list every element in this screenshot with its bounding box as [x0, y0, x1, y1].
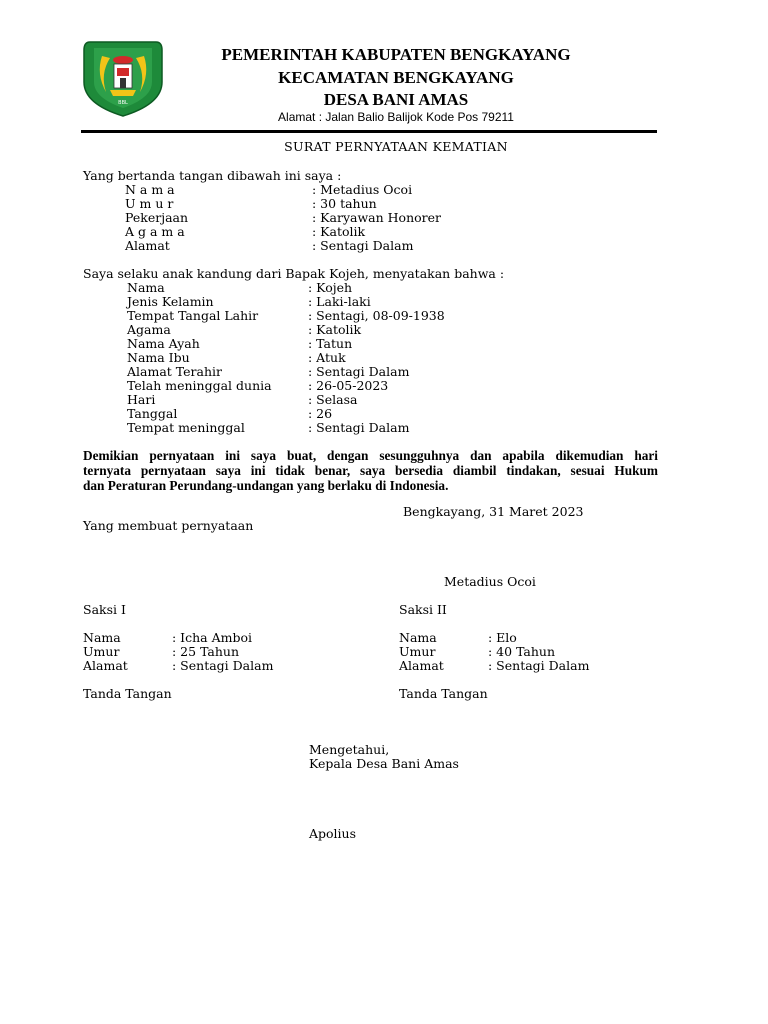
declarant-value-umur: : 30 tahun	[312, 196, 377, 211]
witness2-heading: Saksi II	[399, 602, 447, 617]
deceased-label-tempat: Tempat meninggal	[127, 420, 245, 435]
deceased-value-agama: : Katolik	[308, 322, 362, 337]
deceased-value-hari: : Selasa	[308, 392, 358, 407]
village-head-name: Apolius	[309, 826, 357, 841]
deceased-label-ttl: Tempat Tangal Lahir	[127, 308, 259, 323]
witness1-signature-label: Tanda Tangan	[83, 686, 172, 701]
acknowledge-line-1: Mengetahui,	[309, 742, 390, 757]
maker-name: Metadius Ocoi	[444, 574, 536, 589]
statement-text: Saya selaku anak kandung dari Bapak Kojeh, menyatakan bahwa :	[83, 266, 505, 281]
witness1-label-nama: Nama	[83, 630, 121, 645]
witness2-value-alamat: : Sentagi Dalam	[488, 658, 590, 673]
closing-line-3: dan Peraturan Perundang-undangan yang berlaku di Indonesia.	[83, 478, 449, 493]
closing-line-1: Demikian pernyataan ini saya buat, dengan sesungguhnya dan apabila dikemudian hari	[83, 448, 658, 463]
deceased-label-nama-ibu: Nama Ibu	[127, 350, 190, 365]
deceased-label-nama: Nama	[127, 280, 165, 295]
deceased-value-nama-ibu: : Atuk	[308, 350, 346, 365]
deceased-label-jenis-kelamin: Jenis Kelamin	[127, 294, 214, 309]
deceased-value-nama: : Kojeh	[308, 280, 353, 295]
witness1-value-alamat: : Sentagi Dalam	[172, 658, 274, 673]
witness1-value-nama: : Icha Amboi	[172, 630, 253, 645]
document-title: SURAT PERNYATAAN KEMATIAN	[284, 139, 508, 154]
intro-text: Yang bertanda tangan dibawah ini saya :	[83, 168, 342, 183]
deceased-label-meninggal: Telah meninggal dunia	[127, 378, 272, 393]
declarant-label-pekerjaan: Pekerjaan	[125, 210, 189, 225]
declarant-label-umur: U m u r	[125, 196, 174, 211]
declarant-label-nama: N a m a	[125, 182, 175, 197]
maker-label: Yang membuat pernyataan	[83, 518, 254, 533]
deceased-label-tanggal: Tanggal	[127, 406, 178, 421]
deceased-value-ttl: : Sentagi, 08-09-1938	[308, 308, 445, 323]
deceased-label-hari: Hari	[127, 392, 156, 407]
letterhead-divider	[81, 130, 657, 133]
svg-text:BBL: BBL	[118, 100, 128, 106]
witness2-label-nama: Nama	[399, 630, 437, 645]
deceased-value-tempat: : Sentagi Dalam	[308, 420, 410, 435]
letterhead-address: Alamat : Jalan Balio Balijok Kode Pos 79211	[278, 110, 514, 124]
declarant-value-agama: : Katolik	[312, 224, 366, 239]
deceased-value-alamat: : Sentagi Dalam	[308, 364, 410, 379]
deceased-value-jenis-kelamin: : Laki-laki	[308, 294, 371, 309]
declarant-value-pekerjaan: : Karyawan Honorer	[312, 210, 441, 225]
place-date: Bengkayang, 31 Maret 2023	[403, 504, 584, 519]
witness2-value-nama: : Elo	[488, 630, 517, 645]
deceased-label-alamat: Alamat Terahir	[127, 364, 222, 379]
closing-line-2: ternyata pernyataan saya ini tidak benar, saya bersedia diambil tindakan, sesuai Hukum	[83, 463, 658, 478]
government-name: PEMERINTAH KABUPATEN BENGKAYANG	[221, 45, 571, 64]
witness2-signature-label: Tanda Tangan	[399, 686, 488, 701]
deceased-label-agama: Agama	[127, 322, 171, 337]
witness1-value-umur: : 25 Tahun	[172, 644, 240, 659]
deceased-label-nama-ayah: Nama Ayah	[127, 336, 200, 351]
deceased-value-meninggal: : 26-05-2023	[308, 378, 389, 393]
declarant-label-agama: A g a m a	[125, 224, 185, 239]
district-name: KECAMATAN BENGKAYANG	[278, 68, 514, 87]
deceased-value-tanggal: : 26	[308, 406, 333, 421]
village-name: DESA BANI AMAS	[323, 90, 469, 109]
witness2-value-umur: : 40 Tahun	[488, 644, 556, 659]
witness1-label-alamat: Alamat	[83, 658, 128, 673]
declarant-value-alamat: : Sentagi Dalam	[312, 238, 414, 253]
witness1-heading: Saksi I	[83, 602, 126, 617]
acknowledge-line-2: Kepala Desa Bani Amas	[309, 756, 459, 771]
declarant-value-nama: : Metadius Ocoi	[312, 182, 413, 197]
witness2-label-alamat: Alamat	[399, 658, 444, 673]
declarant-label-alamat: Alamat	[125, 238, 170, 253]
closing-paragraph	[83, 448, 658, 493]
witness2-label-umur: Umur	[399, 644, 436, 659]
deceased-value-nama-ayah: : Tatun	[308, 336, 353, 351]
witness1-label-umur: Umur	[83, 644, 120, 659]
